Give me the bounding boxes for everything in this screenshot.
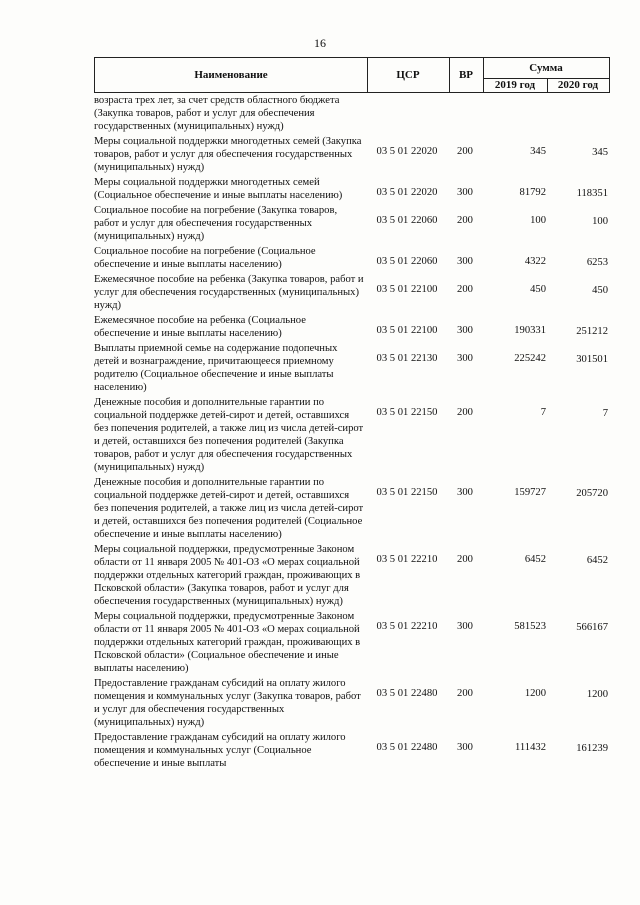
header-name: Наименование: [194, 69, 268, 81]
table-row: [94, 273, 614, 312]
table-row: [94, 135, 614, 174]
row-vr: 200: [457, 554, 473, 565]
row-name: Ежемесячное пособие на ребенка (Закупка товаров, работ и услуг для обеспечения государственных (муниципальных) нужд): [94, 274, 364, 311]
row-2020: 345: [592, 147, 608, 158]
row-vr: 300: [457, 742, 473, 753]
row-vr: 200: [457, 407, 473, 418]
table-row: [94, 677, 614, 729]
table-header: [94, 57, 610, 93]
row-name: Социальное пособие на погребение (Социальное обеспечение и иные выплаты населению): [94, 246, 316, 270]
table-row: [94, 731, 614, 770]
row-2019: 225242: [514, 353, 546, 364]
row-vr: 200: [457, 215, 473, 226]
row-csr: 03 5 01 22100: [376, 325, 438, 336]
header-2019: 2019 год: [494, 79, 536, 91]
row-vr: 300: [457, 187, 473, 198]
row-2019: 81792: [519, 187, 546, 198]
row-2020: 1200: [586, 689, 608, 700]
row-2019: 345: [530, 146, 546, 157]
row-2020: 205720: [576, 488, 608, 499]
header-csr: ЦСР: [396, 69, 420, 81]
row-csr: 03 5 01 22210: [376, 621, 438, 632]
row-csr: 03 5 01 22130: [376, 353, 438, 364]
row-2020: 7: [602, 408, 608, 419]
row-name: Денежные пособия и дополнительные гарантии по социальной поддержке детей-сирот и детей, оставшихся без попечения родителей, а также лиц из числа детей-сирот и детей, оставшихся без попечения родителей (Социальное обеспечение и иные выплаты населению): [94, 477, 364, 540]
table-row: [94, 396, 614, 474]
row-2019: 450: [530, 284, 546, 295]
row-2019: 159727: [514, 487, 546, 498]
row-2019: 581523: [514, 621, 546, 632]
row-2020: 6253: [586, 257, 608, 268]
table-row: [94, 94, 614, 133]
row-csr: 03 5 01 22060: [376, 256, 438, 267]
row-vr: 300: [457, 353, 473, 364]
row-name: Социальное пособие на погребение (Закупка товаров, работ и услуг для обеспечения государственных (муниципальных) нужд): [94, 205, 338, 242]
row-csr: 03 5 01 22020: [376, 187, 438, 198]
row-csr: 03 5 01 22060: [376, 215, 438, 226]
row-csr: 03 5 01 22210: [376, 554, 438, 565]
row-2019: 111432: [515, 742, 546, 753]
row-name: Предоставление гражданам субсидий на оплату жилого помещения и коммунальных услуг (Социальное обеспечение и иные выплаты: [94, 732, 346, 769]
row-2019: 7: [540, 407, 546, 418]
row-2020: 301501: [576, 354, 608, 365]
row-2020: 566167: [576, 622, 608, 633]
table-row: [94, 245, 614, 271]
table-row: [94, 476, 614, 541]
row-2020: 6452: [586, 555, 608, 566]
row-name: Предоставление гражданам субсидий на оплату жилого помещения и коммунальных услуг (Закупка товаров, работ и услуг для обеспечения государственных (муниципальных) нужд): [94, 678, 361, 728]
row-name: Выплаты приемной семье на содержание подопечных детей и вознаграждение, причитающееся приемному родителю (Социальное обеспечение и иные выплаты населению): [94, 343, 338, 393]
row-2019: 6452: [524, 554, 546, 565]
row-csr: 03 5 01 22100: [376, 284, 438, 295]
row-csr: 03 5 01 22150: [376, 487, 438, 498]
row-2019: 100: [530, 215, 546, 226]
row-vr: 300: [457, 487, 473, 498]
row-csr: 03 5 01 22480: [376, 688, 438, 699]
header-2020: 2020 год: [557, 79, 599, 91]
row-name: Меры социальной поддержки многодетных семей (Социальное обеспечение и иные выплаты населению): [94, 177, 343, 201]
row-vr: 300: [457, 621, 473, 632]
row-2019: 1200: [524, 688, 546, 699]
row-2020: 118351: [576, 188, 608, 199]
header-vr: ВР: [458, 69, 474, 81]
table-row: [94, 314, 614, 340]
row-name: Меры социальной поддержки, предусмотренные Законом области от 11 января 2005 № 401-ОЗ «О мерах социальной поддержки отдельных категорий граждан, проживающих в Псковской области» (Социальное обеспечение и иные выплаты населению): [94, 611, 361, 674]
row-csr: 03 5 01 22480: [376, 742, 438, 753]
row-2020: 251212: [576, 326, 608, 337]
table-row: [94, 204, 614, 243]
row-vr: 300: [457, 256, 473, 267]
row-name: Денежные пособия и дополнительные гарантии по социальной поддержке детей-сирот и детей, оставшихся без попечения родителей, а также лиц из числа детей-сирот и детей, оставшихся без попечения родителей (Закупка товаров, работ и услуг для обеспечения государственных (муниципальных) нужд): [94, 397, 364, 473]
table-body: [94, 94, 614, 772]
row-2020: 450: [592, 285, 608, 296]
table-row: [94, 342, 614, 394]
table-row: [94, 176, 614, 202]
page-number: 16: [314, 36, 326, 50]
row-name: Меры социальной поддержки многодетных семей (Закупка товаров, работ и услуг для обеспечения государственных (муниципальных) нужд): [94, 136, 362, 173]
table-row: [94, 543, 614, 608]
row-vr: 300: [457, 325, 473, 336]
row-vr: 200: [457, 688, 473, 699]
row-csr: 03 5 01 22150: [376, 407, 438, 418]
row-name: Ежемесячное пособие на ребенка (Социальное обеспечение и иные выплаты населению): [94, 315, 306, 339]
table-row: [94, 610, 614, 675]
row-2020: 100: [592, 216, 608, 227]
header-sum: Сумма: [529, 62, 563, 74]
row-name: Меры социальной поддержки, предусмотренные Законом области от 11 января 2005 № 401-ОЗ «О мерах социальной поддержки отдельных категорий граждан, проживающих в Псковской области» (Закупка товаров, работ и услуг для обеспечения государственных (муниципальных) нужд): [94, 544, 361, 607]
row-2019: 190331: [514, 325, 546, 336]
row-csr: 03 5 01 22020: [376, 146, 438, 157]
row-2019: 4322: [524, 256, 546, 267]
row-vr: 200: [457, 284, 473, 295]
row-name: возраста трех лет, за счет средств областного бюджета (Закупка товаров, работ и услуг для обеспечения государственных (муниципальных) нужд): [94, 95, 340, 132]
row-2020: 161239: [576, 743, 608, 754]
row-vr: 200: [457, 146, 473, 157]
